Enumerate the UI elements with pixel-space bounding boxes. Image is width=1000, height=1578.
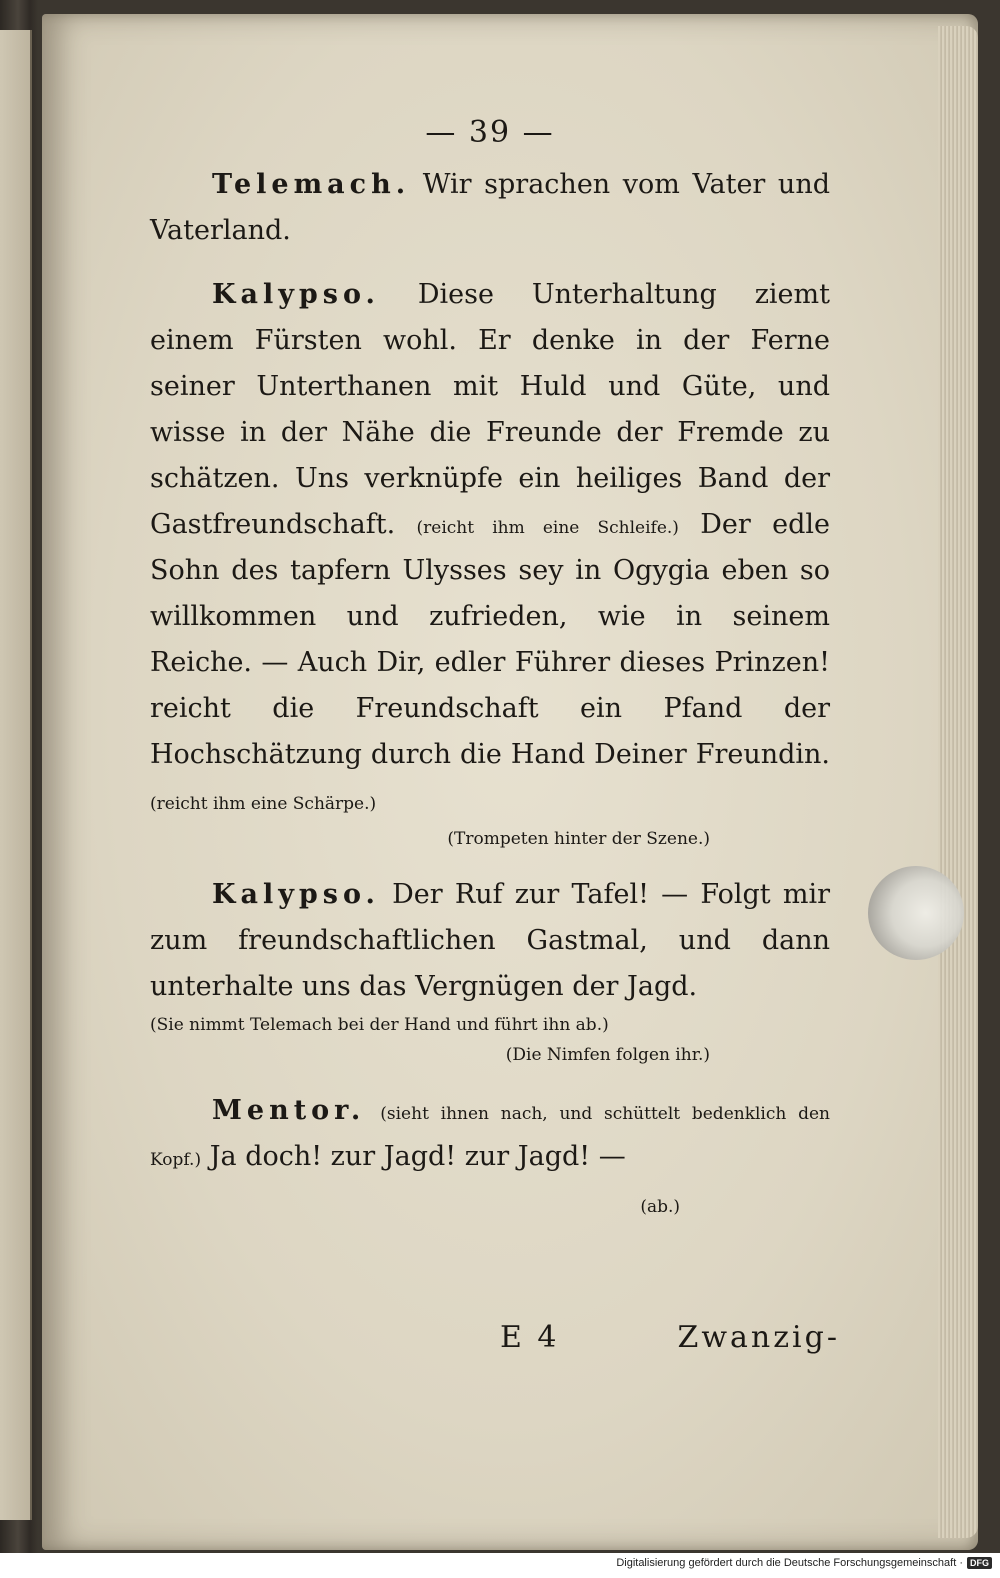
speaker-name: Mentor. <box>212 1095 366 1126</box>
page-edges <box>938 26 978 1538</box>
stage-direction: (Sie nimmt Telemach bei der Hand und führt ihn ab.) <box>150 1015 609 1035</box>
credit-text: Digitalisierung gefördert durch die Deutsche Forschungsgemeinschaft · <box>616 1557 963 1569</box>
speech-mentor <box>150 1088 830 1180</box>
page-text <box>150 110 830 1230</box>
speech-text: Diese Unterhaltung ziemt einem Fürsten wohl. Er denke in der Ferne seiner Unterthanen mit Huld und Güte, und wisse in der Nähe die Freunde der Fremde zu schätzen. Uns verknüpfe ein heiliges Band der Gastfreundschaft. <box>150 279 830 540</box>
digitization-credit <box>616 1557 992 1569</box>
stage-direction-trumpets: (Trompeten hinter der Szene.) <box>447 829 710 849</box>
speech-kalypso-1 <box>150 272 830 824</box>
stage-direction: (Die Nimfen folgen ihr.) <box>505 1045 710 1065</box>
credit-bar <box>0 1553 1000 1578</box>
speech-text: Ja doch! zur Jagd! zur Jagd! — <box>209 1141 626 1172</box>
speaker-name: Kalypso. <box>212 879 380 910</box>
speech-kalypso-2 <box>150 872 830 1010</box>
facing-page-edge <box>0 30 32 1520</box>
speech-telemach <box>150 162 830 254</box>
speaker-name: Telemach. <box>212 169 411 200</box>
speech-text: Wir sprachen vom Vater und Vaterland. <box>150 169 830 246</box>
catchword: Zwanzig- <box>677 1320 840 1355</box>
speaker-name: Kalypso. <box>212 279 380 310</box>
stage-direction: (reicht ihm eine Schärpe.) <box>150 794 377 814</box>
page-number: — 39 — <box>425 115 555 150</box>
stage-direction: (reicht ihm eine Schleife.) <box>416 518 679 538</box>
speech-text: Der edle Sohn des tapfern Ulysses sey in Ogygia eben so willkommen und zufrieden, wie in seinem Reiche. — Auch Dir, edler Führer dieses Prinzen! reicht die Freundschaft ein Pfand der Hochschätzung durch die Hand Deiner Freundin. <box>150 509 830 770</box>
page-clip <box>868 866 964 960</box>
signature-mark: E 4 <box>500 1320 560 1355</box>
speech-text: Der Ruf zur Tafel! — Folgt mir zum freundschaftlichen Gastmal, und dann unterhalte uns das Vergnügen der Jagd. <box>150 879 830 1002</box>
dfg-logo-icon: DFG <box>967 1557 992 1569</box>
stage-direction: (sieht ihnen nach, und schüttelt bedenklich den Kopf.) <box>150 1104 830 1170</box>
page-footer <box>500 1320 840 1355</box>
stage-direction-exit: (ab.) <box>640 1197 680 1217</box>
